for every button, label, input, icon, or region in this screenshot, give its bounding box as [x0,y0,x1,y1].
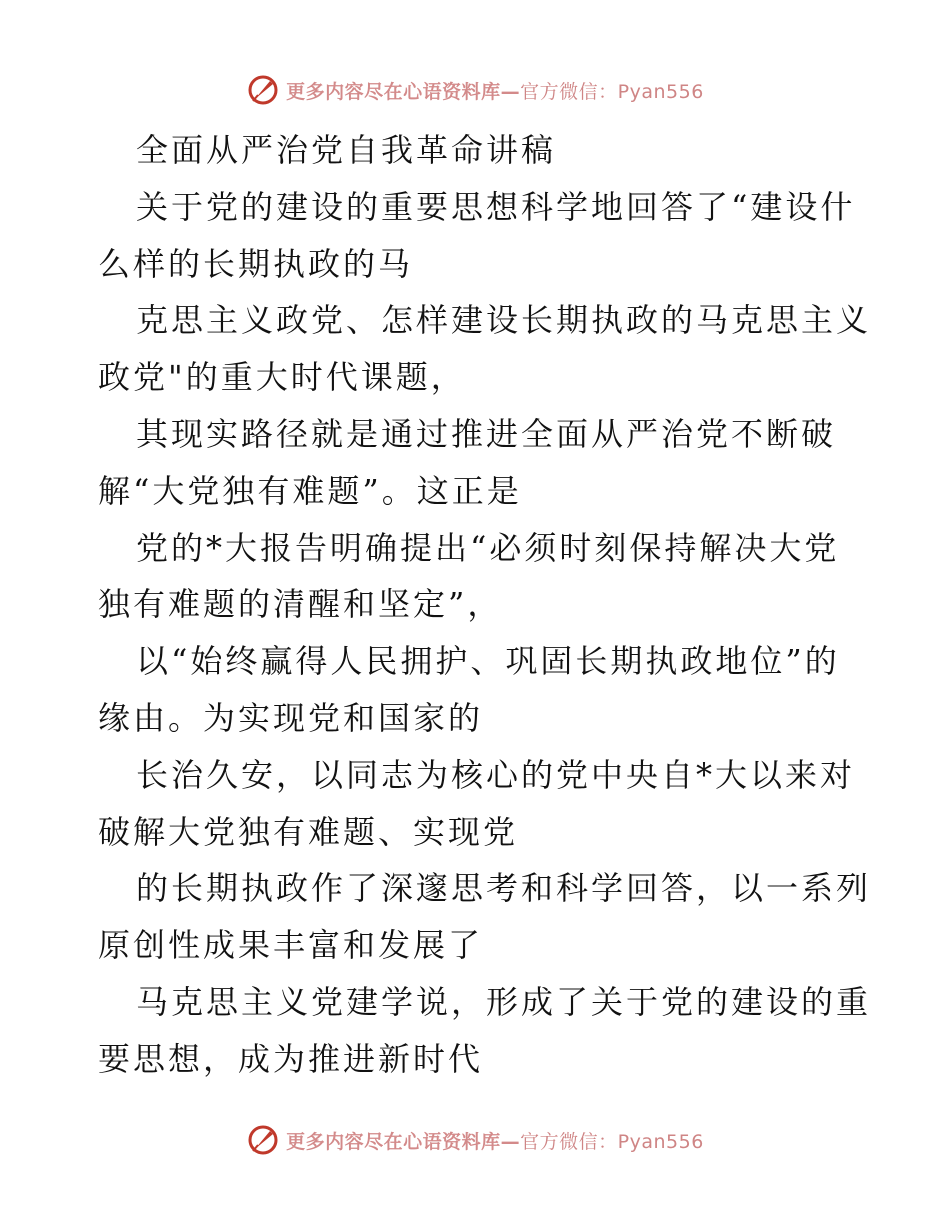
feather-pen-circle-icon [246,73,280,107]
header-banner-main: 更多内容尽在心语资料库 [286,80,501,103]
paragraph-line: 破解大党独有难题、实现党 [98,812,519,851]
footer-banner [0,1120,950,1160]
footer-banner-dash: — [500,1130,521,1153]
document-body [98,122,872,1088]
paragraph-line: 么样的长期执政的马 [98,244,414,283]
footer-banner-wechat: 官方微信：Pyan556 [520,1130,704,1153]
paragraph-line: 党的*大报告明确提出“必须时刻保持解决大党 [136,528,840,567]
header-banner-dash: — [500,80,521,103]
paragraph-line: 以“始终赢得人民拥护、巩固长期执政地位”的 [136,642,840,681]
header-banner-wechat: 官方微信：Pyan556 [520,80,704,103]
paragraph-line: 的长期执政作了深邃思考和科学回答，以一系列 [136,869,872,908]
paragraph-line: 要思想，成为推进新时代 [98,1039,484,1078]
paragraph-line: 关于党的建设的重要思想科学地回答了“建设什 [136,187,856,226]
paragraph-line: 缘由。为实现党和国家的 [98,698,484,737]
footer-banner-text [286,1127,704,1154]
paragraph-line: 政党"的重大时代课题， [98,358,466,397]
paragraph-line: 独有难题的清醒和坚定”， [98,585,503,624]
paragraph-line: 其现实路径就是通过推进全面从严治党不断破 [136,414,837,453]
footer-banner-main: 更多内容尽在心语资料库 [286,1130,501,1153]
document-title: 全面从严治党自我革命讲稿 [136,131,557,169]
header-banner [0,70,950,110]
paragraph-line: 解“大党独有难题”。这正是 [98,471,522,510]
header-banner-text [286,77,704,104]
paragraph-line: 马克思主义党建学说，形成了关于党的建设的重 [136,982,872,1021]
paragraph-line: 克思主义政党、怎样建设长期执政的马克思主义 [136,301,872,340]
paragraph-line: 原创性成果丰富和发展了 [98,926,484,965]
paragraph-line: 长治久安，以同志为核心的党中央自*大以来对 [136,755,856,794]
feather-pen-circle-icon [246,1123,280,1157]
